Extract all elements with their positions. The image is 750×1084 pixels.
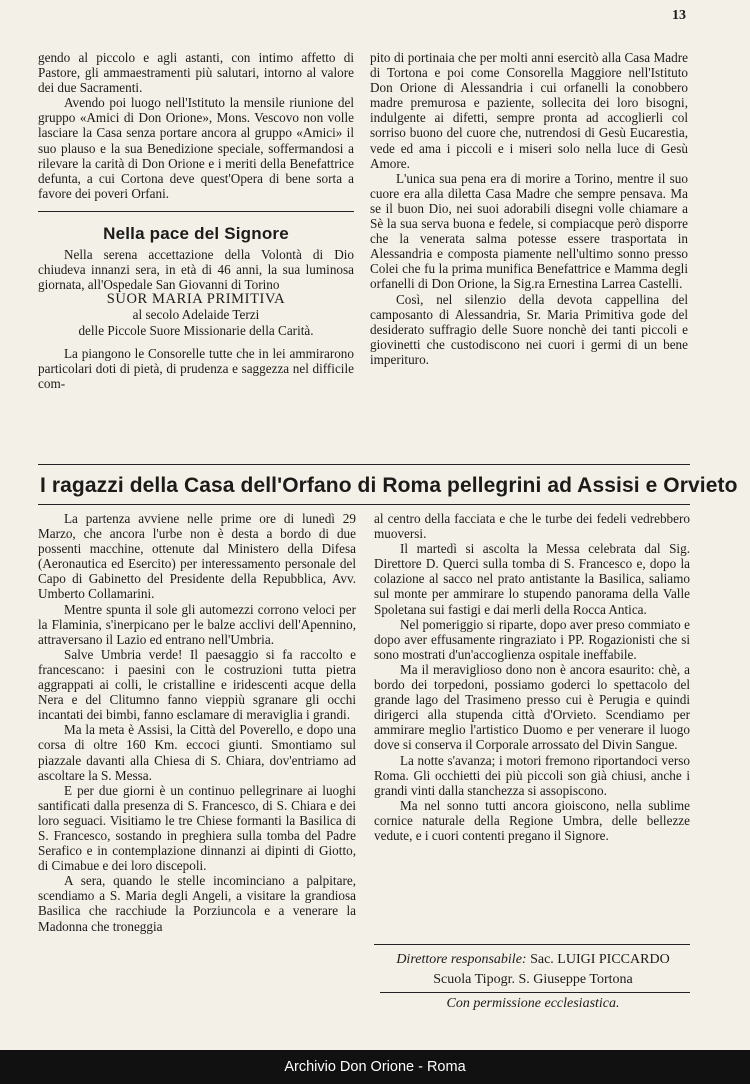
section-divider — [38, 211, 354, 212]
director-role: Direttore responsabile: — [396, 952, 527, 967]
paragraph: Salve Umbria verde! Il paesaggio si fa raccolto e francescano: i paesini con le costruzioni tutta pietra aggrappati ai colli, le cristalline e iridescenti acque della Nera e del Clitumno fanno vieppiù sgranare gli occhi incantati dei bimbi, fanno esclamare di meraviglia i grandi. — [38, 646, 356, 723]
director-name: Sac. LUIGI PICCARDO — [530, 952, 670, 967]
credits-block — [374, 950, 692, 990]
printer: Scuola Tipogr. S. Giuseppe Tortona — [433, 972, 633, 987]
paragraph: Nel pomeriggio si riparte, dopo aver preso commiato e dopo aver effusamente ringraziato i PP. Rogazionisti che si sono mostrati d'un'accoglienza ospitale ineffabile. — [374, 616, 690, 662]
secular-name: al secolo Adelaide Terzi — [132, 307, 260, 323]
headline-bottom-rule — [38, 504, 690, 505]
bottom-right-column — [374, 511, 690, 843]
deceased-name: SUOR MARIA PRIMITIVA — [106, 291, 286, 308]
headline-top-rule — [38, 464, 690, 465]
paragraph: Avendo poi luogo nell'Istituto la mensile riunione del gruppo «Amici di Don Orione», Mons. Vescovo non volle lasciare la Casa senza portare ancora al gruppo «Amici» il suo plauso e la sua Benedizione speciale, soffermandosi a rilevare la carità di Don Orione e i meriti della Benefattrice defunta, a cui Cortona deve quest'Opera di bene sorta a favore dei poveri Orfani. — [38, 95, 354, 201]
credits-bottom-rule — [380, 992, 690, 993]
ecclesiastical-permission: Con permissione ecclesiastica. — [446, 996, 620, 1011]
paragraph: Il martedì si ascolta la Messa celebrata dal Sig. Direttore D. Querci sulla tomba di S. Francesco e, dopo la colazione al sacco nel prato antistante la Basilica, saliamo sul monte per ammirare lo stupendo panorama della Valle Spoletana sui fastigi e dai merli della Rocca Antica. — [374, 541, 690, 617]
paragraph: Ma nel sonno tutti ancora gioiscono, nella sublime cornice naturale della Regione Umbra, delle bellezze vedute, e i cuori contenti pregano il Signore. — [374, 797, 690, 843]
paragraph: Mentre spunta il sole gli automezzi corrono veloci per la Flaminia, s'inerpicano per le balze acclivi dell'Apennino, attraversano il Lazio ed entrano nell'Umbria. — [38, 601, 356, 647]
paragraph: La piangono le Consorelle tutte che in lei ammirarono particolari doti di pietà, di prudenza e saggezza nel difficile com- — [38, 345, 354, 391]
paragraph: Ma la meta è Assisi, la Città del Poverello, e dopo una corsa di oltre 160 Km. eccoci giunti. Smontiamo sul piazzale davanti alla Chiesa di S. Chiara, dov'entriamo ad ascoltare la S. Messa. — [38, 722, 356, 783]
obituary-announcement: Nella serena accettazione della Volontà di Dio chiudeva innanzi sera, in età di 46 anni, la sua luminosa giornata, all'Ospedale San Giovanni di Torino — [38, 247, 354, 293]
paragraph: Così, nel silenzio della devota cappellina del camposanto di Alessandria, Sr. Maria Primitiva gode del desiderato suffragio delle Suore nonchè dei tanti piccoli e giovinetti che custodiscono nei cuori i germi di un bene imperituro. — [370, 291, 688, 367]
credits-top-rule — [374, 944, 690, 945]
paragraph: La partenza avviene nelle prime ore di lunedì 29 Marzo, che ancora l'urbe non è desta a bordo di due possenti macchine, ottenute dal Ministero della Difesa (Aeronautica ed Esercito) per interessamento personale del Capo di Gabinetto del Presidente della Repubblica, Avv. Umberto Collamarini. — [38, 511, 356, 602]
article-headline: I ragazzi della Casa dell'Orfano di Roma pellegrini ad Assisi e Orvieto — [40, 474, 738, 497]
paragraph: gendo al piccolo e agli astanti, con intimo affetto di Pastore, gli ammaestramenti più salutari, intorno al valore dei due Sacramenti. — [38, 50, 354, 96]
congregation: delle Piccole Suore Missionarie della Carità. — [78, 322, 314, 338]
top-left-column — [38, 50, 354, 391]
bottom-left-column — [38, 511, 356, 934]
paragraph: La notte s'avanza; i motori fremono riportandoci verso Roma. Gli occhietti dei più piccoli son già chiusi, anche i grandi vinti dalla stanchezza si assopiscono. — [374, 752, 690, 798]
paragraph: E per due giorni è un continuo pellegrinare ai luoghi santificati dalla presenza di S. Francesco, di S. Chiara e dei loro seguaci. Visitiamo le tre Chiese formanti la Basilica di S. Francesco, sostando in preghiera sulla tomba del Padre Serafico e in contemplazione dinnanzi ai dipinti di Giotto, di Cimabue e dei loro discepoli. — [38, 782, 356, 874]
paragraph: al centro della facciata e che le turbe dei fedeli vedrebbero muoversi. — [374, 511, 690, 542]
paragraph: Ma il meraviglioso dono non è ancora esaurito: chè, a bordo dei torpedoni, possiamo goderci lo spettacolo del grande lago del Trasimeno presso cui è Perugia e quindi dirigerci alla stupenda città d'Orvieto. Scendiamo per ammirare meglio l'artistico Duomo e per venerare il luogo dove si conserva il Corporale arrossato del Divin Sangue. — [374, 661, 690, 753]
paragraph: pito di portinaia che per molti anni esercitò alla Casa Madre di Tortona e poi come Consorella Maggiore nell'Istituto Don Orione di Alessandria i cui orfanelli la conobbero madre premurosa e paziente, sollecita dei loro bisogni, indulgente ai difetti, sempre pronta ad accoglierli col sorriso buono del cuore che, nutrendosi di Gesù Eucarestia, vede ed ama i piccoli e i miseri solo nella luce di Gesù Amore. — [370, 50, 688, 171]
paragraph: A sera, quando le stelle incominciano a palpitare, scendiamo a S. Maria degli Angeli, a visitare la grandiosa Basilica che racchiude la Porziuncola e a venerare la Madonna che troneggia — [38, 873, 356, 934]
top-right-column — [370, 50, 688, 367]
archive-footer: Archivio Don Orione - Roma — [0, 1050, 750, 1084]
page-number: 13 — [672, 8, 686, 23]
obituary-title: Nella pace del Signore — [103, 223, 289, 243]
paragraph: L'unica sua pena era di morire a Torino, mentre il suo cuore era alla diletta Casa Madre che sempre pensava. Ma se il buon Dio, nei suoi adorabili disegni volle chiamare a Sè la sua serva buona e fedele, si compiacque però disporre che la venerata salma potesse essere trasportata in Alessandria e composta piamente nell'ultimo sonno presso Colei che fu la prima munifica Benefattrice e Mamma degli orfanelli di Don Orione, la Sig.ra Ernestina Larrea Castelli. — [370, 170, 688, 292]
